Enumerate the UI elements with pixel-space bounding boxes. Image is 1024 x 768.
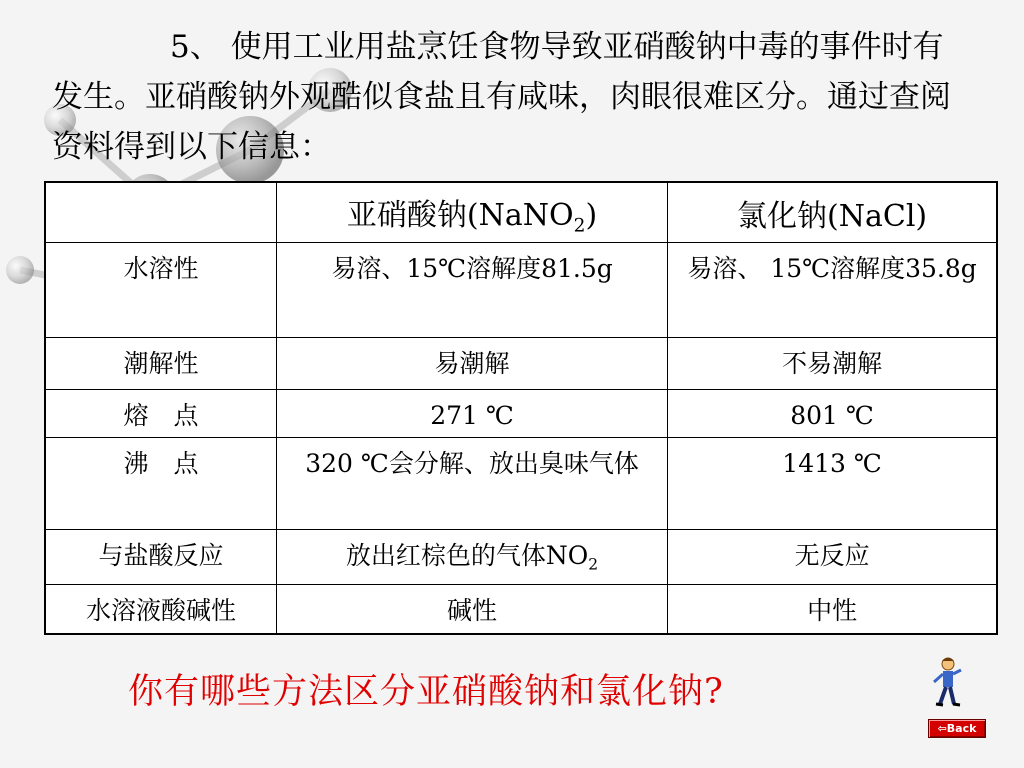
row-nano2-value: 碱性 xyxy=(276,584,667,634)
table-header-row xyxy=(45,182,997,242)
table-row xyxy=(45,337,997,389)
back-button-label: Back xyxy=(946,722,977,735)
row-property: 熔 点 xyxy=(45,389,276,437)
row-property: 与盐酸反应 xyxy=(45,529,276,584)
row-nano2-value: 易潮解 xyxy=(276,337,667,389)
row-nacl-value: 801 ℃ xyxy=(668,389,997,437)
header-nacl: 氯化钠(NaCl) xyxy=(668,182,997,242)
row-nano2-value: 320 ℃会分解、放出臭味气体 xyxy=(276,437,667,529)
row-nacl-value: 无反应 xyxy=(668,529,997,584)
row-nacl-value: 不易潮解 xyxy=(668,337,997,389)
table-row xyxy=(45,437,997,529)
question-prompt: 你有哪些方法区分亚硝酸钠和氯化钠? xyxy=(128,672,724,712)
row-nacl-value: 中性 xyxy=(668,584,997,634)
table-row xyxy=(45,242,997,337)
row-nano2-value: 放出红棕色的气体$NO_2$ xyxy=(276,529,667,584)
row-nacl-value: 易溶、 15℃溶解度35.8g xyxy=(668,242,997,337)
row-nacl-value: 1413 ℃ xyxy=(668,437,997,529)
table-row xyxy=(45,584,997,634)
table-row xyxy=(45,389,997,437)
problem-intro-text: 5、 使用工业用盐烹饪食物导致亚硝酸钠中毒的事件时有发生。亚硝酸钠外观酷似食盐且有咸味，肉眼很难区分。通过查阅资料得到以下信息： xyxy=(52,29,951,165)
row-nano2-value: 271 ℃ xyxy=(276,389,667,437)
row-property: 潮解性 xyxy=(45,337,276,389)
row-property: 沸 点 xyxy=(45,437,276,529)
walking-figure-icon xyxy=(928,656,968,716)
left-arrow-icon: ⇦ xyxy=(937,722,947,735)
header-nano2: 亚硝酸钠(NaNO$_2$) xyxy=(276,182,667,242)
row-nano2-value: 易溶、15℃溶解度81.5g xyxy=(276,242,667,337)
comparison-table xyxy=(44,181,998,635)
back-button[interactable] xyxy=(928,719,986,738)
row-property: 水溶性 xyxy=(45,242,276,337)
row-property: 水溶液酸碱性 xyxy=(45,584,276,634)
header-empty-cell xyxy=(45,182,276,242)
table-row xyxy=(45,529,997,584)
